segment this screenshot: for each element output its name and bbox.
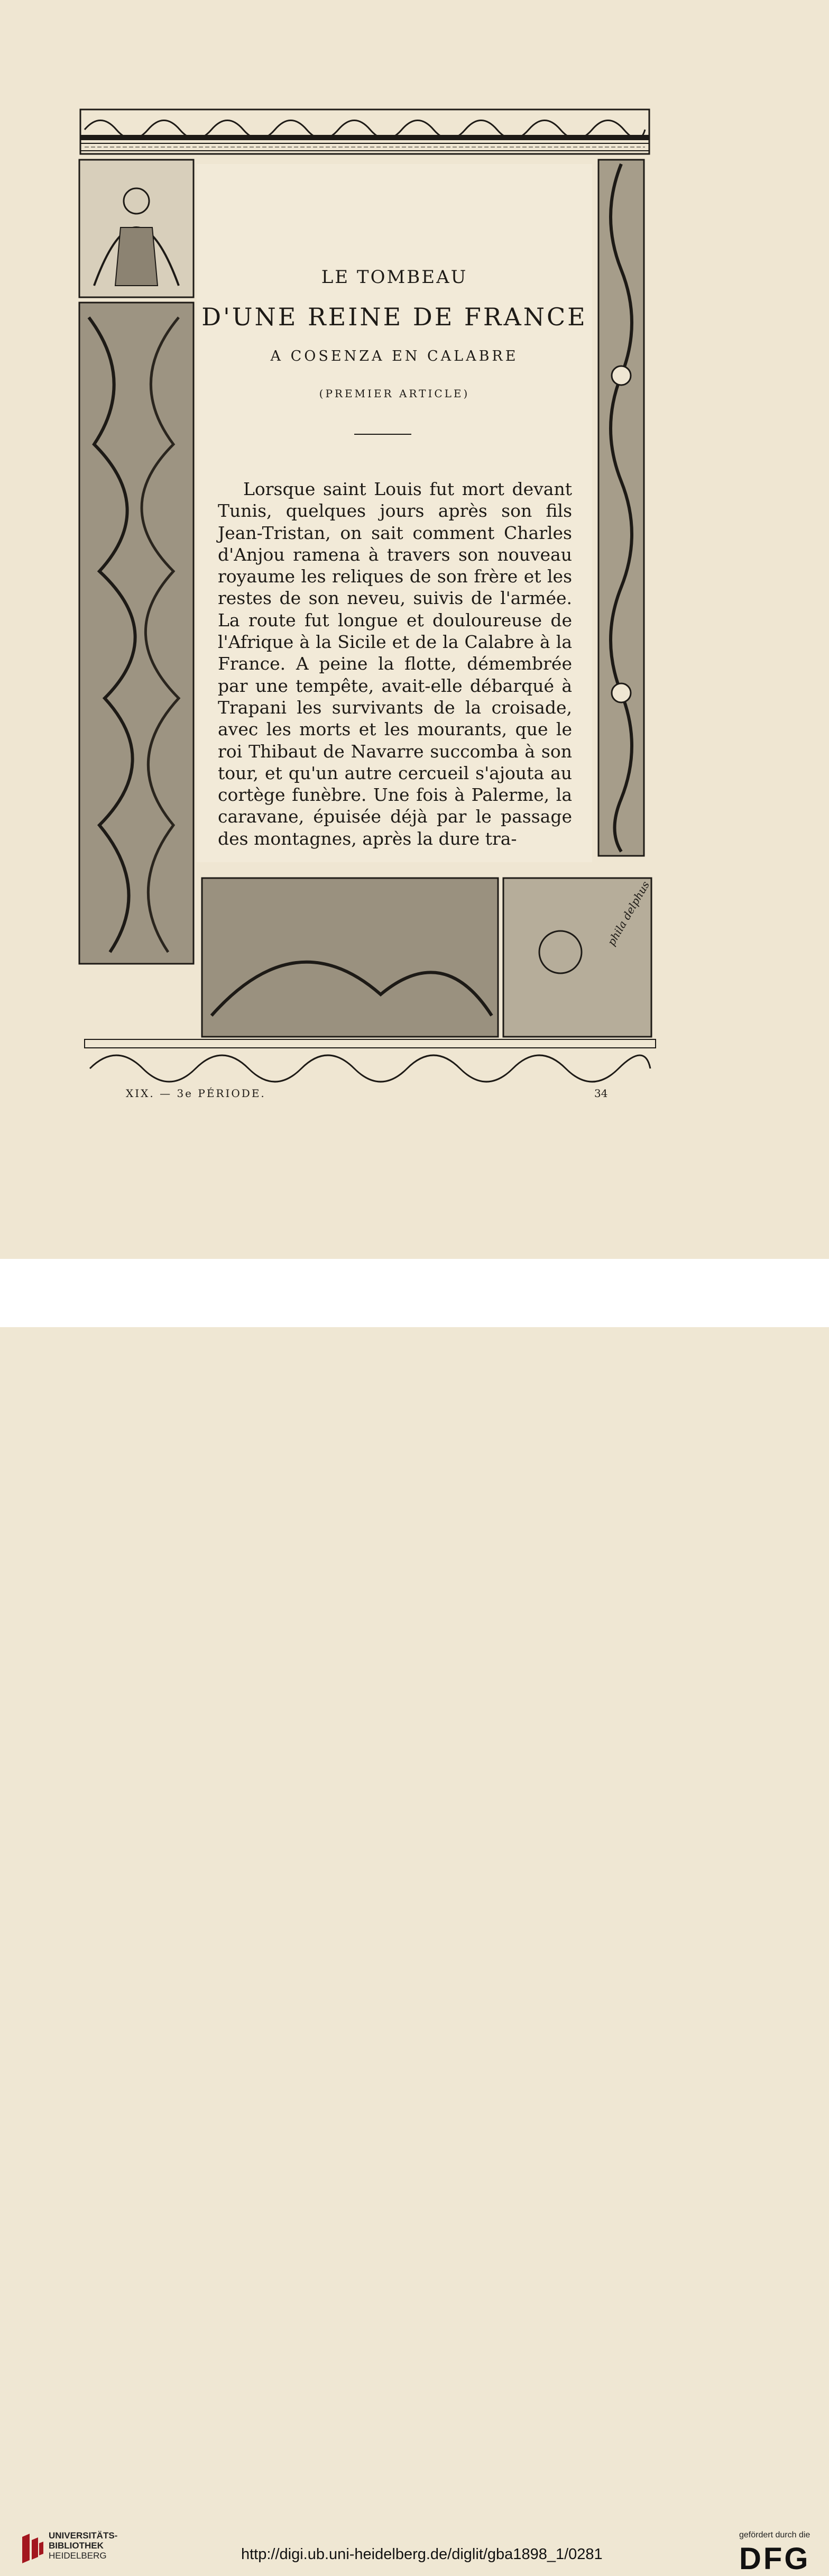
body-paragraph: Lorsque saint Louis fut mort devant Tunis, quelques jours après son fils Jean-Tristan, on sait comment Charles d'Anjou ramena à travers son nouveau royaume les reliques de son frère et les restes de son neveu, suivis de l'armée. La route fut longue et douloureuse de l'Afrique à la Sicile et de la Calabre à la France. A peine la flotte, démembrée par une tempête, avait-elle débarqué à Trapani les survivants de la croisade, avec les morts et les mourants, que le roi Thibaut de Navarre succomba à son tour, et qu'un autre cercueil s'ajouta au cortège funèbre. Une fois à Palerme, la caravane, épuisée déjà par le passage des montagnes, après la dure tra- bbox=[218, 479, 572, 849]
digitization-bar bbox=[0, 1259, 829, 2576]
article-text-area bbox=[197, 164, 592, 862]
title-rule bbox=[354, 434, 411, 435]
bottom-woodcut-border bbox=[85, 857, 656, 1079]
volume-label: XIX. — 3e PÉRIODE. bbox=[126, 1087, 266, 1100]
subtitle: A COSENZA EN CALABRE bbox=[270, 348, 519, 364]
scanned-page bbox=[0, 0, 829, 1259]
banderole bbox=[602, 878, 652, 948]
library-name bbox=[49, 2531, 117, 2561]
article-part-label: (PREMIER ARTICLE) bbox=[319, 387, 470, 400]
left-woodcut-border bbox=[78, 159, 195, 968]
title-line-2: D'UNE REINE DE FRANCE bbox=[201, 303, 587, 331]
dfg-logo[interactable]: DFG bbox=[739, 2542, 810, 2576]
banderole-text: phila delphus bbox=[605, 879, 652, 948]
permalink-url[interactable]: http://digi.ub.uni-heidelberg.de/diglit/gba1898_1/0281 bbox=[241, 2546, 603, 2563]
funding-label: gefördert durch die bbox=[739, 2531, 810, 2540]
title-line-1: LE TOMBEAU bbox=[321, 267, 468, 288]
page-number: 34 bbox=[594, 1087, 608, 1100]
university-library-logo-icon[interactable] bbox=[20, 2533, 44, 2564]
library-name-line-1: UNIVERSITÄTS- bbox=[49, 2531, 118, 2541]
right-vine-border bbox=[597, 159, 645, 857]
library-name-line-2: BIBLIOTHEK bbox=[49, 2541, 104, 2551]
top-ornamental-border bbox=[79, 108, 650, 155]
library-name-line-3: HEIDELBERG bbox=[49, 2551, 107, 2561]
